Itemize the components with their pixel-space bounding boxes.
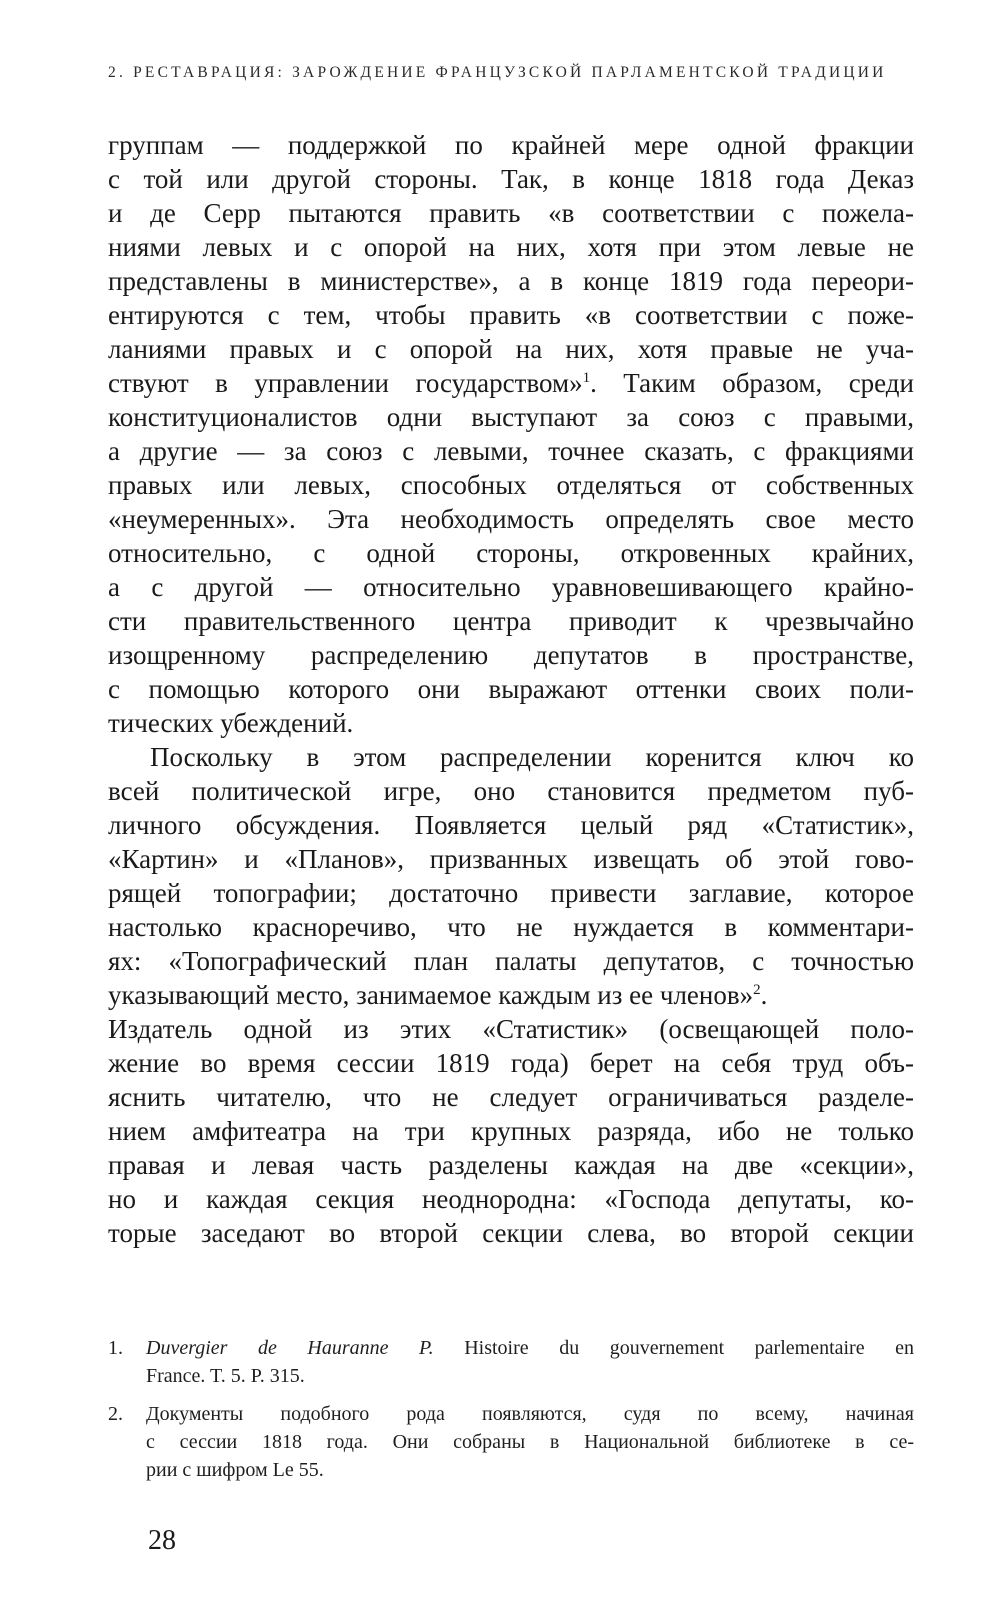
footnote-number: 1. (108, 1337, 123, 1359)
text-segment: . Таким образом, среди (590, 368, 914, 398)
text-line: ях: «Топографический план палаты депутатов, с точностью (108, 946, 914, 976)
text-line: Издатель одной из этих «Статистик» (освещающей поло- (108, 1014, 914, 1044)
text-line: «неумеренных». Эта необходимость определять свое место (108, 504, 914, 534)
text-line: группам — поддержкой по крайней мере одной фракции (108, 130, 914, 160)
footnote-author: Duvergier de Hauranne P. (146, 1337, 434, 1359)
text-line: а с другой — относительно уравновешивающего крайно- (108, 572, 914, 602)
text-line: рящей топографии; достаточно привести заглавие, которое (108, 878, 914, 908)
text-line: правая и левая часть разделены каждая на две «секции», (108, 1150, 914, 1180)
text-line: всей политической игре, оно становится предметом пуб- (108, 776, 914, 806)
text-line: ниями левых и с опорой на них, хотя при этом левые не (108, 232, 914, 262)
footnote-line: с сессии 1818 года. Они собраны в Национальной библиотеке в се- (146, 1431, 914, 1453)
page-number: 28 (148, 1525, 176, 1556)
text-line: торые заседают во второй секции слева, во второй секции (108, 1218, 914, 1248)
footnote-line (108, 1400, 914, 1428)
text-line: с помощью которого они выражают оттенки своих поли- (108, 674, 914, 704)
text-line: конституционалистов одни выступают за союз с правыми, (108, 402, 914, 432)
footnote-ref-1[interactable]: 1 (582, 370, 591, 386)
text-line: сти правительственного центра приводит к чрезвычайно (108, 606, 914, 636)
text-segment: Histoire du gouvernement parlementaire en (433, 1337, 914, 1359)
text-line: нием амфитеатра на три крупных разряда, ибо не только (108, 1116, 914, 1146)
text-line (108, 366, 914, 400)
text-line: представлены в министерстве», а в конце 1819 года переори- (108, 266, 914, 296)
text-line: а другие — за союз с левыми, точнее сказать, с фракциями (108, 436, 914, 466)
text-line: личного обсуждения. Появляется целый ряд «Статистик», (108, 810, 914, 840)
text-segment: ствуют в управлении государством» (108, 368, 583, 398)
text-line (108, 978, 914, 1012)
text-line: и де Серр пытаются править «в соответствии с пожела- (108, 198, 914, 228)
text-line: относительно, с одной стороны, откровенных крайних, (108, 538, 914, 568)
text-line: тических убеждений. (108, 708, 354, 738)
footnote-line (108, 1334, 914, 1362)
text-segment: . (760, 980, 768, 1010)
text-line: изощренному распределению депутатов в пространстве, (108, 640, 914, 670)
footnote-line: рии с шифром Le 55. (146, 1459, 324, 1481)
text-segment: указывающий место, занимаемое каждым из ее членов» (108, 980, 754, 1010)
text-line: с той или другой стороны. Так, в конце 1818 года Деказ (108, 164, 914, 194)
text-line: ентируются с тем, чтобы править «в соответствии с поже- (108, 300, 914, 330)
footnote-line: France. T. 5. P. 315. (146, 1365, 305, 1387)
text-line: жение во время сессии 1819 года) берет на себя труд объ- (108, 1048, 914, 1078)
footnote-2 (108, 1400, 914, 1484)
text-line: Поскольку в этом распределении коренится ключ ко (150, 742, 914, 772)
text-line: правых или левых, способных отделяться от собственных (108, 470, 914, 500)
running-head: 2. РЕСТАВРАЦИЯ: ЗАРОЖДЕНИЕ ФРАНЦУЗСКОЙ ПАРЛАМЕНТСКОЙ ТРАДИЦИИ (108, 64, 887, 81)
text-line: «Картин» и «Планов», призванных извещать об этой гово- (108, 844, 914, 874)
text-line: настолько красноречиво, что не нуждается в комментари- (108, 912, 914, 942)
body-text (108, 128, 914, 1250)
text-line: но и каждая секция неоднородна: «Господа депутаты, ко- (108, 1184, 914, 1214)
footnote-ref-2[interactable]: 2 (753, 982, 761, 998)
footnotes (108, 1334, 914, 1494)
text-segment: Документы подобного рода появляются, судя по всему, начиная (146, 1403, 914, 1425)
text-line: ланиями правых и с опорой на них, хотя правые не уча- (108, 334, 914, 364)
footnote-1 (108, 1334, 914, 1390)
footnote-number: 2. (108, 1403, 123, 1425)
text-line: яснить читателю, что не следует ограничиваться разделе- (108, 1082, 914, 1112)
